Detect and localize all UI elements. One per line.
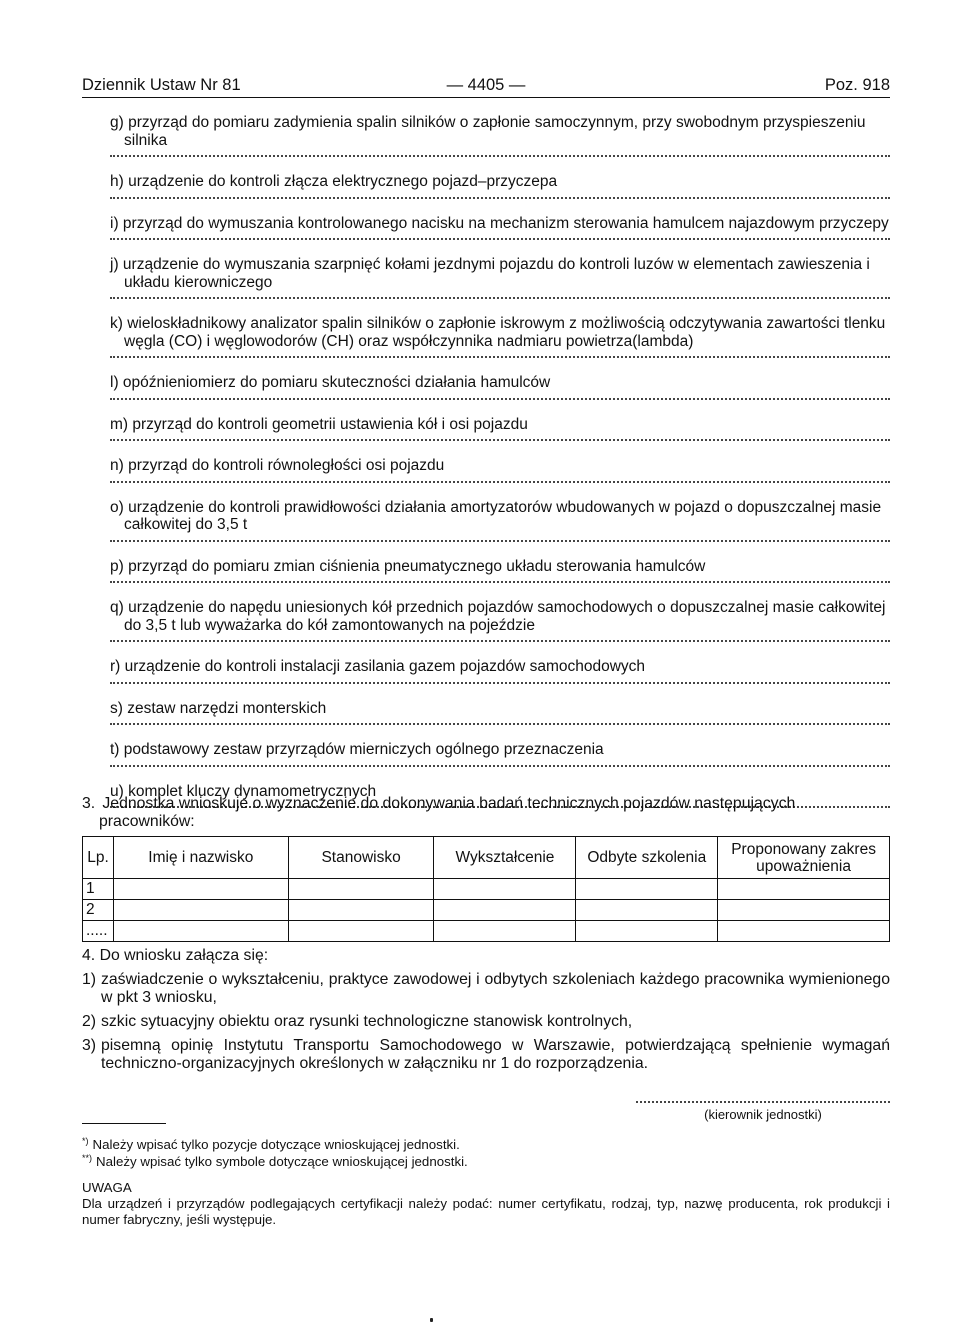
- table-cell[interactable]: [434, 921, 576, 942]
- list-item: [110, 256, 890, 299]
- item-text: h) urządzenie do kontroli złącza elektrycznego pojazd–przyczepa: [110, 173, 558, 190]
- fill-in-line: [110, 578, 890, 583]
- column-header: Proponowany zakres upoważnienia: [718, 837, 890, 879]
- section-4-title: 4. Do wniosku załącza się:: [82, 947, 269, 964]
- page-number: — 4405 —: [446, 76, 526, 94]
- attachment-number: 3): [82, 1037, 97, 1054]
- table-cell[interactable]: [434, 900, 576, 921]
- column-header: Wykształcenie: [434, 837, 576, 879]
- note-title: UWAGA: [82, 1180, 132, 1195]
- list-item: [110, 499, 890, 542]
- table-row: [83, 921, 890, 942]
- fill-in-line: [110, 720, 890, 725]
- footnote-mark: *): [82, 1136, 89, 1146]
- item-text: p) przyrząd do pomiaru zmian ciśnienia pneumatycznego układu sterowania hamulców: [110, 557, 706, 575]
- attachment-text: szkic sytuacyjny obiektu oraz rysunki technologiczne stanowisk kontrolnych,: [101, 1013, 633, 1030]
- footnote-mark: **): [82, 1153, 93, 1163]
- item-text: j) urządzenie do wymuszania szarpnięć kołami jezdnymi pojazdu do kontroli luzów w elementach zawieszenia i układu kierowniczego: [110, 256, 870, 291]
- table-cell[interactable]: [576, 879, 718, 900]
- staff-table: [82, 836, 890, 942]
- table-cell[interactable]: [113, 879, 288, 900]
- journal-title: Dziennik Ustaw Nr 81: [82, 76, 241, 94]
- list-item: [110, 558, 890, 584]
- fill-in-line: [110, 395, 890, 400]
- list-item: [110, 416, 890, 442]
- item-text: t) podstawowy zestaw przyrządów mierniczych ogólnego przeznaczenia: [110, 741, 604, 758]
- section-3: [82, 795, 890, 831]
- item-text: n) przyrząd do kontroli równoległości osi pojazdu: [110, 457, 445, 474]
- table-cell[interactable]: [288, 900, 434, 921]
- list-item: [110, 658, 890, 684]
- footnote-text: Należy wpisać tylko pozycje dotyczące wnioskującej jednostki.: [92, 1137, 460, 1152]
- list-item: [110, 215, 890, 241]
- table-cell[interactable]: [718, 900, 890, 921]
- table-cell[interactable]: [288, 921, 434, 942]
- signature-caption: (kierownik jednostki): [704, 1107, 822, 1122]
- column-header: Stanowisko: [288, 837, 434, 879]
- table-cell[interactable]: [576, 900, 718, 921]
- list-item: [110, 315, 890, 358]
- fill-in-line: [110, 436, 890, 441]
- attachment-item: [82, 1037, 890, 1073]
- item-text: m) przyrząd do kontroli geometrii ustawienia kół i osi pojazdu: [110, 415, 528, 433]
- attachment-number: 2): [82, 1013, 97, 1030]
- fill-in-line: [110, 762, 890, 767]
- section-3-line: [82, 795, 890, 813]
- page-header: [82, 75, 890, 98]
- table-cell[interactable]: [718, 921, 890, 942]
- scan-speck: [430, 1318, 433, 1322]
- fill-in-line: [110, 235, 890, 240]
- attachment-text: zaświadczenie o wykształceniu, praktyce zawodowej i odbytych szkoleniach każdego pracownika wymienionego w pkt 3 wniosku,: [101, 971, 890, 1006]
- list-item: [110, 457, 890, 483]
- attachment-item: [82, 971, 890, 1007]
- fill-in-line: [110, 194, 890, 199]
- item-text: l) opóźnieniomierz do pomiaru skuteczności działania hamulców: [110, 374, 551, 391]
- footnote-separator: [82, 1123, 166, 1124]
- table-cell[interactable]: [113, 921, 288, 942]
- signature-block: [636, 1093, 890, 1122]
- row-number: .....: [83, 921, 114, 942]
- table-cell[interactable]: [576, 921, 718, 942]
- position-number: Poz. 918: [824, 76, 890, 94]
- fill-in-line: [110, 478, 890, 483]
- item-text: o) urządzenie do kontroli prawidłowości działania amortyzatorów wbudowanych w pojazd o dopuszczalnej masie całkowitej do 3,5 t: [110, 498, 882, 533]
- footnote: [82, 1150, 468, 1170]
- item-text: g) przyrząd do pomiaru zadymienia spalin silników o zapłonie samoczynnym, przy swobodnym przyspieszeniu silnika: [110, 114, 866, 149]
- item-text: i) przyrząd do wymuszania kontrolowanego nacisku na mechanizm sterowania hamulcem najazdowym przyczepy: [110, 214, 889, 232]
- column-header: Lp.: [83, 837, 114, 879]
- signature-line[interactable]: [636, 1093, 890, 1103]
- section-4: [82, 947, 890, 1079]
- item-text: k) wieloskładnikowy analizator spalin silników o zapłonie iskrowym z możliwością odczytywania zawartości tlenku węgla (CO) i węglowodorów (CH) oraz współczynnika nadmiaru powietrza(lambda): [110, 315, 886, 350]
- section-3-text: Jednostka wnioskuje o wyznaczenie do dokonywania badań technicznych pojazdów następujących: [102, 795, 796, 812]
- equipment-list: [110, 114, 890, 824]
- row-number: 1: [83, 879, 114, 900]
- fill-in-line: [110, 294, 890, 299]
- row-number: 2: [83, 900, 114, 921]
- table-cell[interactable]: [113, 900, 288, 921]
- fill-in-line: [110, 353, 890, 358]
- fill-in-line: [110, 537, 890, 542]
- footnote-text: Należy wpisać tylko symbole dotyczące wnioskującej jednostki.: [96, 1154, 468, 1169]
- section-3-continuation: pracowników:: [99, 813, 195, 830]
- note-block: [82, 1180, 890, 1228]
- column-header: Odbyte szkolenia: [576, 837, 718, 879]
- list-item: [110, 700, 890, 726]
- list-item: [110, 599, 890, 642]
- list-item: [110, 741, 890, 767]
- list-item: [110, 374, 890, 400]
- list-item: [110, 114, 890, 157]
- item-text: q) urządzenie do napędu uniesionych kół przednich pojazdów samochodowych o dopuszczalnej masie całkowitej do 3,5 t lub wyważarka do kół zamontowanych na pojeździe: [110, 599, 886, 634]
- table-cell[interactable]: [288, 879, 434, 900]
- item-text: r) urządzenie do kontroli instalacji zasilania gazem pojazdów samochodowych: [110, 658, 646, 675]
- item-text: u) komplet kluczy dynamometrycznych: [110, 782, 377, 800]
- note-text: Dla urządzeń i przyrządów podlegających certyfikacji należy podać: numer certyfikatu, rodzaj, typ, nazwę producenta, rok produkcji i numer fabryczny, jeśli występuje.: [82, 1196, 890, 1227]
- item-text: s) zestaw narzędzi monterskich: [110, 699, 327, 717]
- section-3-number: 3.: [82, 795, 96, 812]
- table-row: [83, 879, 890, 900]
- fill-in-line: [110, 679, 890, 684]
- fill-in-line: [110, 152, 890, 157]
- list-item: [110, 173, 890, 199]
- attachment-text: pisemną opinię Instytutu Transportu Samochodowego w Warszawie, potwierdzającą spełnienie wymagań techniczno-organizacyjnych określonych w załączniku nr 1 do rozporządzenia.: [101, 1037, 890, 1072]
- attachment-number: 1): [82, 971, 97, 988]
- attachment-item: [82, 1013, 890, 1031]
- table-row: [83, 900, 890, 921]
- table-cell[interactable]: [434, 879, 576, 900]
- table-header-row: [83, 837, 890, 879]
- table-cell[interactable]: [718, 879, 890, 900]
- fill-in-line: [110, 637, 890, 642]
- column-header: Imię i nazwisko: [113, 837, 288, 879]
